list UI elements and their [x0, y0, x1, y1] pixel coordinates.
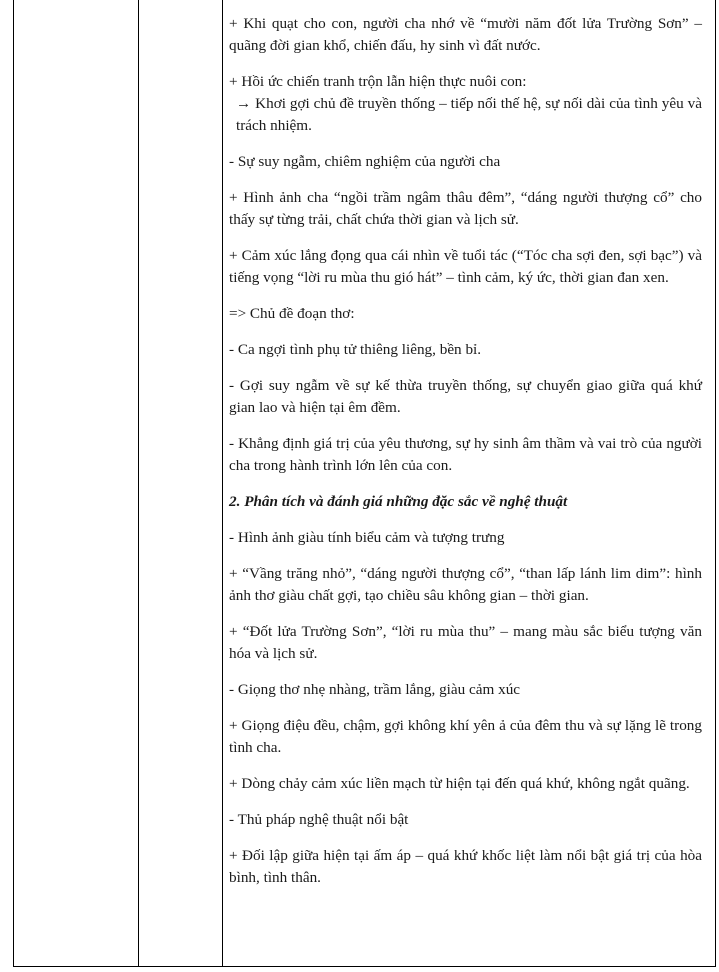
paragraph-1: + Khi quạt cho con, người cha nhớ về “mười năm đốt lửa Trường Sơn” – quãng đời gian khổ, chiến đấu, hy sinh vì đất nước.	[229, 15, 702, 54]
section-heading: 2. Phân tích và đánh giá những đặc sắc về nghệ thuật	[229, 493, 568, 510]
paragraph-9: - Khẳng định giá trị của yêu thương, sự hy sinh âm thầm và vai trò của người cha trong hành trình lớn lên của con.	[229, 435, 702, 474]
table-border-right	[715, 0, 716, 967]
paragraph-6: => Chủ đề đoạn thơ:	[229, 305, 355, 322]
paragraph-2-arrow-line: → Khơi gợi chủ đề truyền thống – tiếp nối thế hệ, sự nối dài của tình yêu và trách nhiệm.	[236, 95, 702, 134]
paragraph-11: - Hình ảnh giàu tính biểu cảm và tượng trưng	[229, 529, 505, 546]
paragraph-18: + Đối lập giữa hiện tại ấm áp – quá khứ khốc liệt làm nổi bật giá trị của hòa bình, tình thân.	[229, 847, 702, 886]
paragraph-17: - Thủ pháp nghệ thuật nổi bật	[229, 811, 409, 828]
paragraph-15: + Giọng điệu đều, chậm, gợi không khí yên ả của đêm thu và sự lặng lẽ trong tình cha.	[229, 717, 702, 756]
paragraph-14: - Giọng thơ nhẹ nhàng, trầm lắng, giàu cảm xúc	[229, 681, 521, 698]
table-content-cell	[229, 13, 702, 889]
paragraph-8: - Gợi suy ngẫm về sự kế thừa truyền thống, sự chuyển giao giữa quá khứ gian lao và hiện tại êm đềm.	[229, 377, 702, 416]
table-border-bottom	[13, 966, 716, 967]
paragraph-7: - Ca ngợi tình phụ tử thiêng liêng, bền bỉ.	[229, 341, 482, 358]
table-border-left	[13, 0, 14, 967]
table-column-divider-1	[138, 0, 139, 967]
paragraph-3: - Sự suy ngẫm, chiêm nghiệm của người cha	[229, 153, 501, 170]
paragraph-5: + Cảm xúc lắng đọng qua cái nhìn về tuổi tác (“Tóc cha sợi đen, sợi bạc”) và tiếng vọng “lời ru mùa thu gió hát” – tình cảm, ký ức, thời gian đan xen.	[229, 247, 702, 286]
table-column-divider-2	[222, 0, 223, 967]
paragraph-12: + “Vầng trăng nhỏ”, “dáng người thượng cổ”, “than lấp lánh lim dim”: hình ảnh thơ giàu chất gợi, tạo chiều sâu không gian – thời gian.	[229, 565, 702, 604]
paragraph-16: + Dòng chảy cảm xúc liền mạch từ hiện tại đến quá khứ, không ngắt quãng.	[229, 775, 690, 792]
paragraph-13: + “Đốt lửa Trường Sơn”, “lời ru mùa thu” – mang màu sắc biểu tượng văn hóa và lịch sử.	[229, 623, 702, 662]
paragraph-4: + Hình ảnh cha “ngồi trầm ngâm thâu đêm”, “dáng người thượng cổ” cho thấy sự từng trải, chất chứa thời gian và lịch sử.	[229, 189, 702, 228]
paragraph-2	[229, 71, 702, 137]
paragraph-2-line: + Hồi ức chiến tranh trộn lẫn hiện thực nuôi con:	[229, 73, 527, 90]
